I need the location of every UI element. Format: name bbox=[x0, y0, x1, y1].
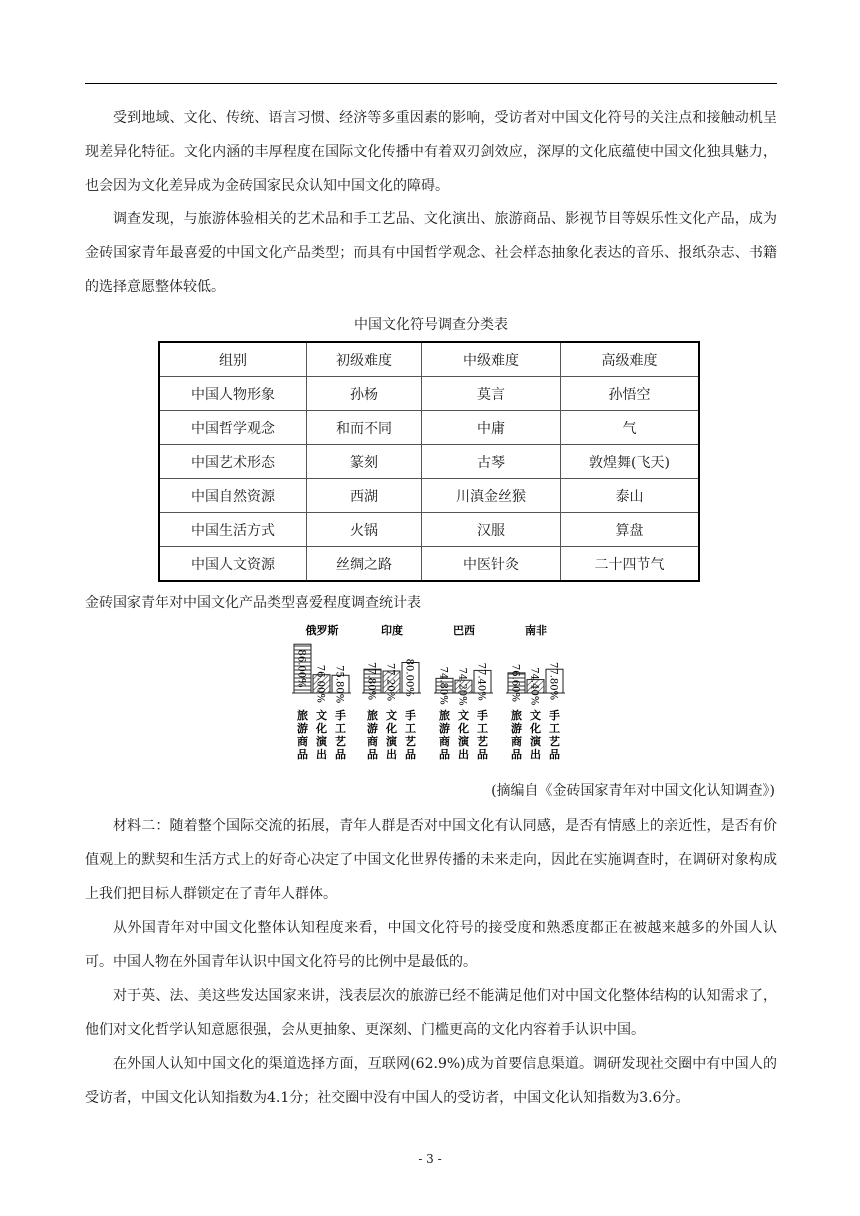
table-caption: 中国文化符号调查分类表 bbox=[354, 317, 508, 333]
table-cell: 算盘 bbox=[561, 513, 700, 547]
table-cell: 莫言 bbox=[422, 377, 561, 411]
table-cell: 火锅 bbox=[307, 513, 422, 547]
paragraph-6: 在外国人认知中国文化的渠道选择方面，互联网(62.9%)成为首要信息渠道。调研发现社交圈中有中国人的受访者，中国文化认知指数为4.1分；社交圈中没有中国人的受访者，中国文化认知指数为3.6分。 bbox=[85, 1056, 777, 1106]
table-cell: 和而不同 bbox=[307, 411, 422, 445]
group-label: 巴西 bbox=[453, 624, 475, 637]
category-label: 商 bbox=[367, 735, 378, 748]
category-label: 文 bbox=[316, 709, 327, 722]
data-label: 74.20% bbox=[456, 667, 468, 706]
data-label: 80.00% bbox=[403, 658, 415, 697]
category-label: 商 bbox=[297, 735, 308, 748]
category-label: 游 bbox=[367, 722, 378, 735]
table-header-row bbox=[159, 342, 699, 377]
header-rule bbox=[85, 83, 777, 84]
header-cell: 组别 bbox=[159, 342, 307, 377]
category-label: 工 bbox=[405, 722, 416, 735]
table-row bbox=[159, 411, 699, 445]
table-cell: 孙杨 bbox=[307, 377, 422, 411]
category-label: 游 bbox=[511, 722, 522, 735]
table-row bbox=[159, 445, 699, 479]
preference-bar-chart bbox=[286, 621, 586, 769]
category-label: 品 bbox=[439, 748, 450, 761]
category-label: 艺 bbox=[405, 735, 416, 748]
paragraph-4: 从外国青年对中国文化整体认知程度来看，中国文化符号的接受度和熟悉度都正在被越来越多的外国人认可。中国人物在外国青年认识中国文化符号的比例中是最低的。 bbox=[85, 920, 777, 970]
data-label: 77.40% bbox=[475, 662, 487, 701]
category-label: 文 bbox=[386, 709, 397, 722]
category-label: 出 bbox=[316, 748, 327, 761]
category-label: 工 bbox=[549, 722, 560, 735]
category-label: 旅 bbox=[439, 709, 450, 722]
category-label: 化 bbox=[530, 722, 541, 735]
table-cell: 中庸 bbox=[422, 411, 561, 445]
group-label: 南非 bbox=[525, 624, 547, 637]
category-label: 商 bbox=[439, 735, 450, 748]
table-cell: 古琴 bbox=[422, 445, 561, 479]
group-label: 印度 bbox=[381, 624, 403, 637]
category-label: 品 bbox=[549, 748, 560, 761]
category-label: 品 bbox=[335, 748, 346, 761]
table-cell: 西湖 bbox=[307, 479, 422, 513]
data-label: 86.00% bbox=[295, 649, 307, 688]
category-label: 游 bbox=[297, 722, 308, 735]
table-cell: 中医针灸 bbox=[422, 547, 561, 582]
category-label: 演 bbox=[386, 735, 397, 748]
category-label: 化 bbox=[386, 722, 397, 735]
data-label: 75.80% bbox=[333, 665, 345, 704]
category-label: 出 bbox=[458, 748, 469, 761]
category-label: 手 bbox=[405, 709, 416, 722]
category-label: 手 bbox=[549, 709, 560, 722]
table-cell: 中国人文资源 bbox=[159, 547, 307, 582]
category-label: 旅 bbox=[367, 709, 378, 722]
table-cell: 孙悟空 bbox=[561, 377, 700, 411]
table-cell: 中国艺术形态 bbox=[159, 445, 307, 479]
table-cell: 丝绸之路 bbox=[307, 547, 422, 582]
category-label: 商 bbox=[511, 735, 522, 748]
category-label: 艺 bbox=[477, 735, 488, 748]
paragraph-3: 材料二：随着整个国际交流的拓展，青年人群是否对中国文化有认同感，是否有情感上的亲近性，是否有价值观上的默契和生活方式上的好奇心决定了中国文化世界传播的未来走向，因此在实施调查时，在调研对象构成上我们把目标人群锁定在了青年人群体。 bbox=[85, 818, 777, 902]
category-label: 品 bbox=[297, 748, 308, 761]
category-label: 出 bbox=[530, 748, 541, 761]
data-label: 77.20% bbox=[384, 662, 396, 702]
chart-caption: 金砖国家青年对中国文化产品类型喜爱程度调查统计表 bbox=[85, 595, 421, 611]
category-label: 品 bbox=[405, 748, 416, 761]
category-label: 出 bbox=[386, 748, 397, 761]
source-note: (摘编自《金砖国家青年对中国文化认知调查》) bbox=[491, 783, 775, 799]
classification-table bbox=[158, 341, 700, 582]
table-cell: 中国哲学观念 bbox=[159, 411, 307, 445]
data-label: 74.40% bbox=[528, 667, 540, 706]
table-cell: 汉服 bbox=[422, 513, 561, 547]
data-label: 77.80% bbox=[547, 662, 559, 701]
table-row bbox=[159, 377, 699, 411]
page-number: - 3 - bbox=[418, 1152, 442, 1166]
table-cell: 泰山 bbox=[561, 479, 700, 513]
category-label: 演 bbox=[458, 735, 469, 748]
category-label: 演 bbox=[530, 735, 541, 748]
data-label: 74.80% bbox=[437, 666, 449, 705]
table-cell: 二十四节气 bbox=[561, 547, 700, 582]
category-label: 手 bbox=[335, 709, 346, 722]
category-label: 艺 bbox=[549, 735, 560, 748]
category-label: 游 bbox=[439, 722, 450, 735]
category-label: 文 bbox=[458, 709, 469, 722]
category-label: 工 bbox=[477, 722, 488, 735]
table-cell: 川滇金丝猴 bbox=[422, 479, 561, 513]
category-label: 文 bbox=[530, 709, 541, 722]
paragraph-5: 对于英、法、美这些发达国家来讲，浅表层次的旅游已经不能满足他们对中国文化整体结构的认知需求了，他们对文化哲学认知意愿很强，会从更抽象、更深刻、门槛更高的文化内容着手认识中国。 bbox=[85, 988, 777, 1038]
category-label: 化 bbox=[316, 722, 327, 735]
group-label: 俄罗斯 bbox=[305, 624, 339, 637]
category-label: 旅 bbox=[511, 709, 522, 722]
category-label: 品 bbox=[367, 748, 378, 761]
category-label: 艺 bbox=[335, 735, 346, 748]
table-cell: 中国人物形象 bbox=[159, 377, 307, 411]
header-cell: 高级难度 bbox=[561, 342, 700, 377]
category-label: 旅 bbox=[297, 709, 308, 722]
category-label: 品 bbox=[511, 748, 522, 761]
category-label: 品 bbox=[477, 748, 488, 761]
header-cell: 中级难度 bbox=[422, 342, 561, 377]
category-label: 演 bbox=[316, 735, 327, 748]
paragraph-2: 调查发现，与旅游体验相关的艺术品和手工艺品、文化演出、旅游商品、影视节目等娱乐性文化产品，成为金砖国家青年最喜爱的中国文化产品类型；而具有中国哲学观念、社会样态抽象化表达的音乐、报纸杂志、书籍的选择意愿整体较低。 bbox=[85, 211, 777, 295]
table-cell: 中国生活方式 bbox=[159, 513, 307, 547]
category-label: 工 bbox=[335, 722, 346, 735]
category-label: 手 bbox=[477, 709, 488, 722]
data-label: 77.80% bbox=[365, 662, 377, 701]
data-label: 76.60% bbox=[509, 663, 521, 703]
category-label: 化 bbox=[458, 722, 469, 735]
paragraph-1: 受到地域、文化、传统、语言习惯、经济等多重因素的影响，受访者对中国文化符号的关注点和接触动机呈现差异化特征。文化内涵的丰厚程度在国际文化传播中有着双刃剑效应，深厚的文化底蕴使中国文化独具魅力，也会因为文化差异成为金砖国家民众认知中国文化的障碍。 bbox=[85, 110, 777, 194]
table-row bbox=[159, 547, 699, 582]
table-row bbox=[159, 479, 699, 513]
table-row bbox=[159, 513, 699, 547]
header-cell: 初级难度 bbox=[307, 342, 422, 377]
data-label: 76.00% bbox=[314, 664, 326, 703]
table-cell: 篆刻 bbox=[307, 445, 422, 479]
table-cell: 中国自然资源 bbox=[159, 479, 307, 513]
table-cell: 气 bbox=[561, 411, 700, 445]
table-cell: 敦煌舞(飞天) bbox=[561, 445, 700, 479]
